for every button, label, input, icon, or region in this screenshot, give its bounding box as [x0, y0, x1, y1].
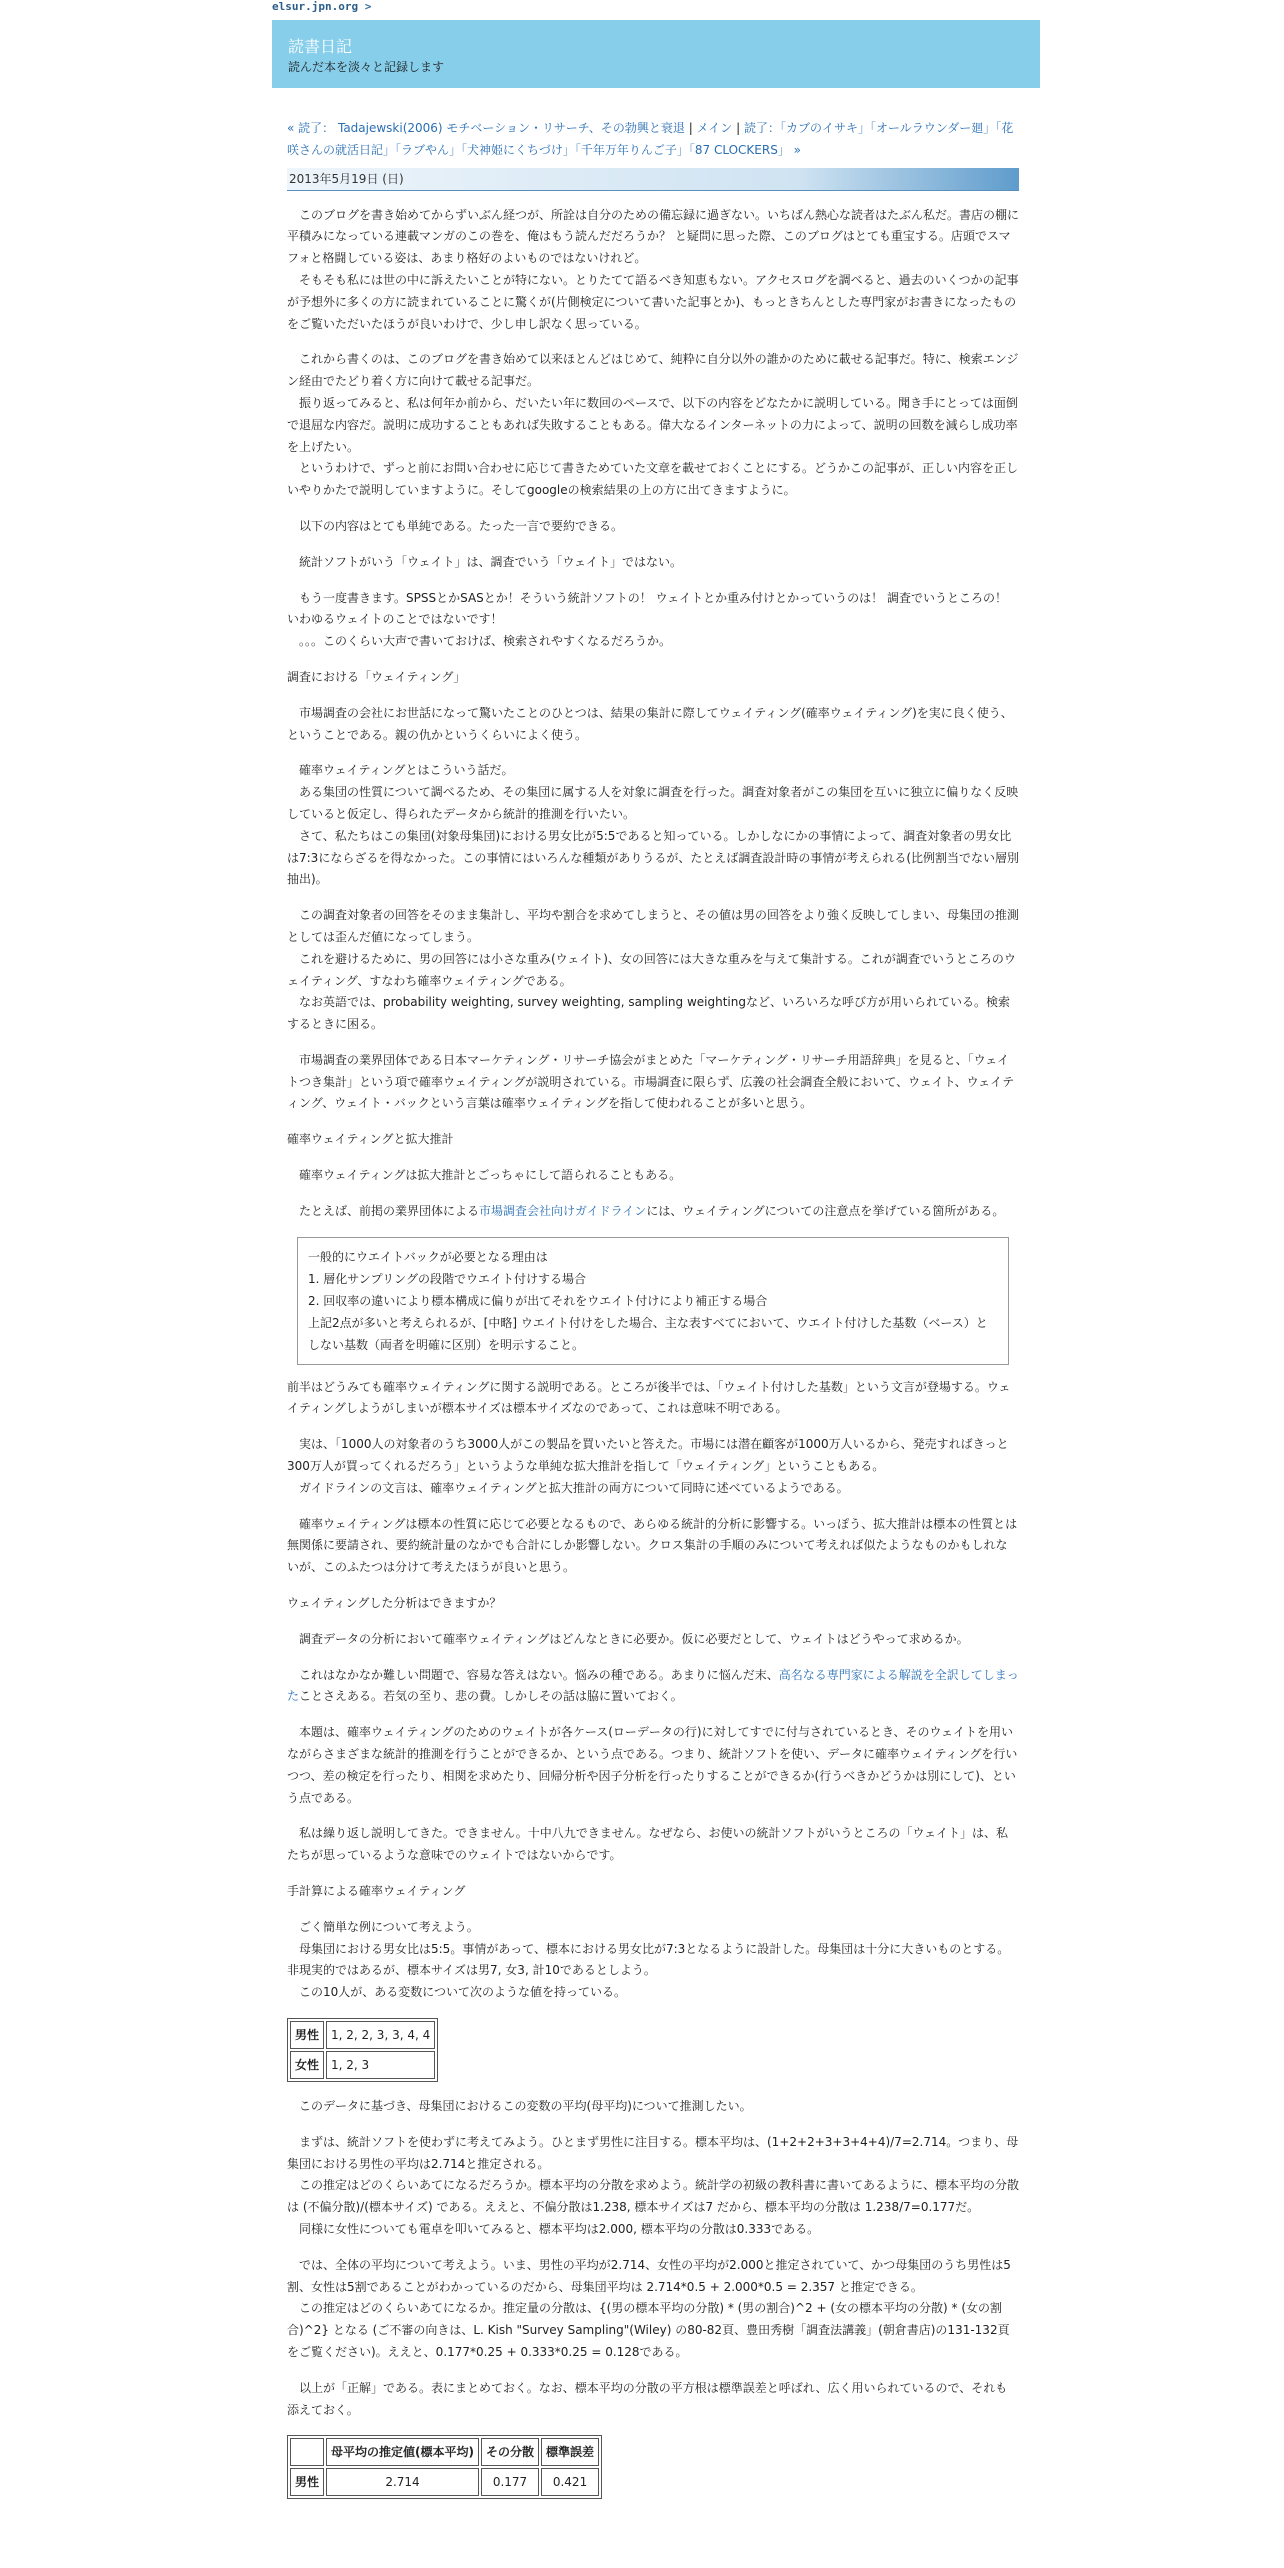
quote-line: 上記2点が多いと考えられるが、[中略] ウエイト付けをした場合、主な表すべてにおいて、ウエイト付けした基数（ベース）としない基数（両者を明確に区別）を明示すること。 — [308, 1315, 988, 1352]
paragraph: ごく簡単な例について考えよう。 母集団における男女比は5:5。事情があって、標本における男女比が7:3となるように設計した。母集団は十分に大きいものとする。非現実的ではあるが、標本サイズは男7, 女3, 計10であるとしよう。 この10人が、ある変数について次のような値を持っている。 — [287, 1919, 1010, 2000]
table-header: その分散 — [481, 2438, 539, 2466]
paragraph: このデータに基づき、母集団におけるこの変数の平均(母平均)について推測したい。 — [287, 2099, 752, 2113]
table-row — [290, 2021, 435, 2049]
blockquote — [297, 1237, 1009, 1365]
paragraph: 調査データの分析において確率ウェイティングはどんなときに必要か。仮に必要だとして、ウェイトはどうやって求めるか。 — [287, 1631, 969, 1646]
table-header-row — [290, 2438, 599, 2466]
section-heading: 手計算による確率ウェイティング — [287, 1884, 466, 1899]
paragraph: 本題は、確率ウェイティングのためのウェイトが各ケース(ローデータの行)に対してすでに付与されているとき、そのウェイトを用いながらさまざまな統計的推測を行うことができるか、という点である。つまり、統計ソフトを使い、データに確率ウェイティングを行いつつ、差の検定を行ったり、相関を求めたり、回帰分析や因子分析を行ったりすることができるか(行うべきかどうかは別にして)、という点である。 — [287, 1725, 1018, 1805]
paragraph: 前半はどうみても確率ウェイティングに関する説明である。ところが後半では、「ウェイト付けした基数」という文言が登場する。ウェイティングしようがしまいが標本サイズは標本サイズなのであって、これは意味不明である。 — [287, 1379, 1011, 1416]
paragraph: 確率ウェイティングは標本の性質に応じて必要となるもので、あらゆる統計的分析に影響する。いっぽう、拡大推計は標本の性質とは無関係に要請され、要約統計量のなかでも合計にしか影響しない。クロス集計の手順のみについて考えれば似たようなものかもしれないが、このふたつは分けて考えたほうが良いと思う。 — [287, 1516, 1018, 1575]
next-post-link[interactable]: 読了：「カブのイサキ」「オールラウンダー廻」「花咲さんの就活日記」「ラブやん」「犬神姫にくちづけ」「千年万年りんご子」「87 CLOCKERS」 » — [287, 121, 1014, 157]
blog-subtitle: 読んだ本を淡々と記録します — [288, 60, 445, 74]
paragraph: まずは、統計ソフトを使わずに考えてみよう。ひとまず男性に注目する。標本平均は、(1+2+2+3+3+4+4)/7=2.714。つまり、母集団における男性の平均は2.714と推定される。 この推定はどのくらいあてになるだろうか。標本平均の分散を求めよう。統計学の初級の教科書に書いてあるように、標本平均の分散は (不偏分散)/(標本サイズ) である。ええと、不偏分散は1.238, 標本サイズは7 だから、標本平均の分散は 1.238/7=0.177だ。 同様に女性についても電卓を叩いてみると、標本平均は2.000, 標本平均の分散は0.333である。 — [287, 2134, 1020, 2236]
section-heading: 調査における「ウェイティング」 — [287, 669, 466, 684]
paragraph: 市場調査の会社にお世話になって驚いたことのひとつは、結果の集計に際してウェイティング(確率ウェイティング)を実に良く使う、ということである。親の仇かというくらいによく使う。 — [287, 705, 1013, 742]
table-cell: 1, 2, 2, 3, 3, 4, 4 — [326, 2021, 435, 2049]
blog-header — [272, 20, 1040, 88]
paragraph — [287, 1201, 1019, 1223]
table-cell-label: 女性 — [290, 2051, 324, 2079]
paragraph: 統計ソフトがいう「ウェイト」は、調査でいう「ウェイト」ではない。 — [287, 554, 683, 569]
table-cell-label: 男性 — [290, 2468, 324, 2496]
main-link[interactable]: メイン — [696, 121, 733, 135]
quote-line: 1. 層化サンプリングの段階でウエイト付けする場合 — [308, 1271, 586, 1286]
post-date: 2013年5月19日 (日) — [287, 168, 1019, 191]
paragraph: 確率ウェイティングとはこういう話だ。 ある集団の性質について調べるため、その集団に属する人を対象に調査を行った。調査対象者がこの集団を互いに独立に偏りなく反映していると仮定し、得られたデータから統計的推測を行いたい。 さて、私たちはこの集団(対象母集団)における男女比が5:5であると知っている。しかしなにかの事情によって、調査対象者の男女比は7:3にならざるを得なかった。この事情にはいろんな種類がありうるが、たとえば調査設計時の事情が考えられる(比例割当でない層別抽出)。 — [287, 763, 1019, 887]
paragraph: 実は、「1000人の対象者のうち3000人がこの製品を買いたいと答えた。市場には潜在顧客が1000万人いるから、発売すればきっと300万人が買ってくれるだろう」というような単純な拡大推計を指して「ウェイティング」ということもある。 ガイドラインの文言は、確率ウェイティングと拡大推計の両方について同時に述べているようである。 — [287, 1437, 1009, 1495]
paragraph: この調査対象者の回答をそのまま集計し、平均や割合を求めてしまうと、その値は男の回答をより強く反映してしまい、母集団の推測としては歪んだ値になってしまう。 これを避けるために、男の回答には小さな重み(ウェイト)、女の回答には大きな重みを与えて集計する。これが調査でいうところのウェイティング、すなわち確率ウェイティングである。 なお英語では、probability weighting, survey weighting, sampling weightingなど、いろいろな呼び方が用いられている。検索するときに困る。 — [287, 908, 1020, 1032]
table-header: 母平均の推定値(標本平均) — [326, 2438, 479, 2466]
paragraph-text: ことさえある。若気の至り、悲の費。しかしその話は脇に置いておく。 — [299, 1689, 683, 1704]
prev-post-link[interactable]: « 読了： Tadajewski(2006) モチベーション・リサーチ、その勃興と衰退 — [287, 121, 685, 135]
result-table — [287, 2435, 602, 2499]
table-cell: 2.714 — [326, 2468, 479, 2496]
post-navigation — [287, 118, 1019, 162]
table-cell: 0.177 — [481, 2468, 539, 2496]
breadcrumb-separator: > — [364, 0, 372, 13]
site-link[interactable]: elsur.jpn.org — [272, 0, 359, 13]
table-cell-label: 男性 — [290, 2021, 324, 2049]
paragraph — [287, 1665, 1019, 1709]
paragraph: 確率ウェイティングは拡大推計とごっちゃにして語られることもある。 — [287, 1168, 682, 1183]
table-cell: 0.421 — [541, 2468, 599, 2496]
paragraph: 市場調査の業界団体である日本マーケティング・リサーチ協会がまとめた「マーケティング・リサーチ用語辞典」を見ると、「ウェイトつき集計」という項で確率ウェイティングが説明されている。市場調査に限らず、広義の社会調査全般において、ウェイト、ウェイティング、ウェイト・バックという言葉は確率ウェイティングを指して使われることが多いと思う。 — [287, 1052, 1015, 1111]
paragraph: もう一度書きます。SPSSとかSASとか！そういう統計ソフトの！ ウェイトとか重み付けとかっていうのは！ 調査でいうところの！ いわゆるウェイトのことではないです！ 。。。このくらい大声で書いておけば、検索されやすくなるだろうか。 — [287, 590, 1007, 649]
table-row — [290, 2468, 599, 2496]
paragraph-text: には、ウェイティングについての注意点を挙げている箇所がある。 — [646, 1203, 1005, 1218]
paragraph: これから書くのは、このブログを書き始めて以来ほとんどはじめて、純粋に自分以外の誰かのために載せる記事だ。特に、検索エンジン経由でたどり着く方に向けて載せる記事だ。 振り返ってみると、私は何年か前から、だいたい年に数回のペースで、以下の内容をどなたかに説明している。聞き手にとっては面倒で退屈な内容だ。説明に成功することもあれば失敗することもある。偉大なるインターネットの力によって、説明の回数を減らし成功率を上げたい。 というわけで、ずっと前にお問い合わせに応じて書きためていた文章を載せておくことにする。どうかこの記事が、正しい内容を正しいやりかたで説明していますように。そしてgoogleの検索結果の上の方に出てきますように。 — [287, 352, 1019, 498]
paragraph-text: たとえば、前掲の業界団体による — [287, 1203, 480, 1218]
translation-link[interactable]: 高名なる専門家による解説を全訳してしまった — [287, 1667, 1019, 1704]
nav-separator: | — [732, 121, 744, 135]
table-header: 標準誤差 — [541, 2438, 599, 2466]
breadcrumb — [272, 0, 371, 13]
quote-line: 2. 回収率の違いにより標本構成に偏りが出てそれをウエイト付けにより補正する場合 — [308, 1293, 768, 1308]
nav-separator: | — [684, 121, 697, 135]
table-header — [290, 2438, 324, 2466]
blog-title[interactable]: 読書日記 — [288, 37, 353, 56]
paragraph: では、全体の平均について考えよう。いま、男性の平均が2.714、女性の平均が2.000と推定されていて、かつ母集団のうち男性は5割、女性は5割であることがわかっているのだから、母集団平均は 2.714*0.5 + 2.000*0.5 = 2.357 と推定できる。 この推定はどのくらいあてになるか。推定量の分散は、{(男の標本平均の分散) * (男の割合)^2 + (女の標本平均の分散) * (女の割合)^2} となる (ご不審の向きは、L. Kish "Survey Sampling"(Wiley) の80-82頁、豊田秀樹「調査法講義」(朝倉書店)の131-132頁をご覧ください)。ええと、0.177*0.25 + 0.333*0.25 = 0.128である。 — [287, 2257, 1011, 2359]
data-table — [287, 2018, 438, 2082]
table-cell: 1, 2, 3 — [326, 2051, 435, 2079]
section-heading: 確率ウェイティングと拡大推計 — [287, 1132, 454, 1147]
post-content — [287, 118, 1019, 2513]
paragraph: 私は繰り返し説明してきた。できません。十中八九できません。なぜなら、お使いの統計ソフトがいうところの「ウェイト」は、私たちが思っているような意味でのウェイトではないからです。 — [287, 1826, 1008, 1863]
paragraph: 以下の内容はとても単純である。たった一言で要約できる。 — [287, 518, 624, 533]
paragraph-text: これはなかなか難しい問題で、容易な答えはない。悩みの種である。あまりに悩んだ末、 — [287, 1667, 779, 1682]
quote-line: 一般的にウエイトバックが必要となる理由は — [308, 1249, 548, 1264]
table-row — [290, 2051, 435, 2079]
section-heading: ウェイティングした分析はできますか？ — [287, 1596, 502, 1611]
guideline-link[interactable]: 市場調査会社向けガイドライン — [479, 1203, 647, 1218]
paragraph: 以上が「正解」である。表にまとめておく。なお、標本平均の分散の平方根は標準誤差と呼ばれ、広く用いられているので、それも添えておく。 — [287, 2380, 1008, 2417]
paragraph: このブログを書き始めてからずいぶん経つが、所詮は自分のための備忘録に過ぎない。いちばん熱心な読者はたぶん私だ。書店の棚に平積みになっている連載マンガのこの巻を、俺はもう読んだだろうか？ と疑問に思った際、このブログはとても重宝する。店頭でスマフォと格闘している姿は、あまり格好のよいものではないけれど。 そもそも私には世の中に訴えたいことが特にない。とりたてて語るべき知恵もない。アクセスログを調べると、過去のいくつかの記事が予想外に多くの方に読まれていることに驚くが(片側検定について書いた記事とか)、もっときちんとした専門家がお書きになったものをご覧いただいたほうが良いわけで、少し申し訳なく思っている。 — [287, 207, 1020, 331]
